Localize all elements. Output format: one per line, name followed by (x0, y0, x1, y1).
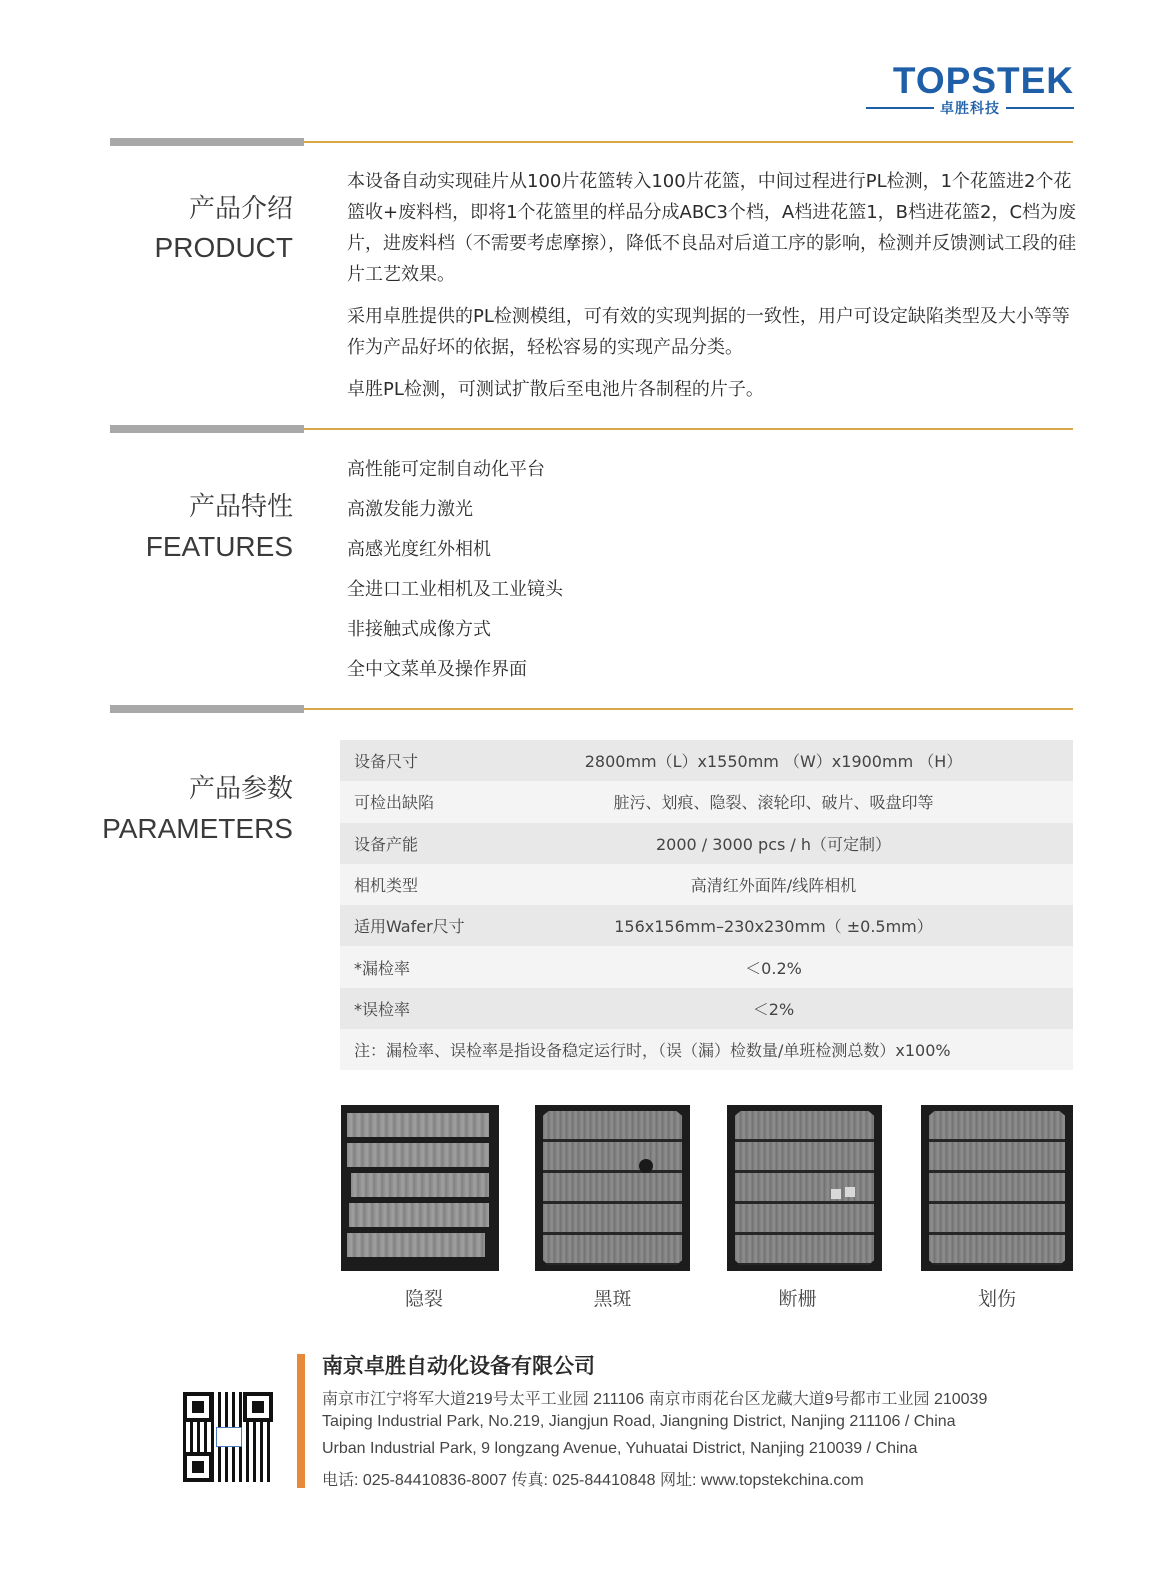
logo-subtitle: 卓胜科技 (940, 101, 1000, 117)
table-row (340, 905, 1073, 946)
param-label: *误检率 (340, 988, 584, 1029)
table-row (340, 740, 1073, 781)
features-list (347, 450, 563, 690)
brand-logo (854, 62, 1074, 118)
qr-logo-icon (216, 1427, 242, 1447)
sample-caption: 黑斑 (593, 1288, 632, 1310)
feature-item: 高激发能力激光 (347, 499, 473, 520)
section-divider-rule (304, 428, 1073, 430)
sample-image-dark-spot (535, 1105, 690, 1271)
param-label: 适用Wafer尺寸 (340, 905, 584, 946)
param-value: 脏污、划痕、隐裂、滚轮印、破片、吸盘印等 (584, 781, 1073, 822)
contact-info: 电话: 025-84410836-8007 传真: 025-84410848 网址: www.topstekchina.com (322, 1472, 864, 1489)
param-value: 156x156mm–230x230mm（ ±0.5mm） (584, 905, 1073, 946)
param-value: ＜0.2% (584, 946, 1073, 987)
param-label: *漏检率 (340, 946, 584, 987)
features-title-zh: 产品特性 (188, 492, 293, 522)
param-value: ＜2% (584, 988, 1073, 1029)
table-row (340, 781, 1073, 822)
product-paragraph: 卓胜PL检测，可测试扩散后至电池片各制程的片子。 (347, 379, 764, 400)
features-title-en: FEATURES (145, 531, 293, 562)
feature-item: 高性能可定制自动化平台 (347, 459, 545, 480)
param-value: 2800mm（L）x1550mm （W）x1900mm （H） (584, 740, 1073, 781)
product-title-en: PRODUCT (154, 232, 293, 263)
sample-caption: 划伤 (977, 1288, 1016, 1310)
product-title-zh: 产品介绍 (188, 194, 293, 224)
parameters-title-en: PARAMETERS (102, 813, 293, 844)
sample-image-scratch (921, 1105, 1073, 1271)
address-zh: 南京市江宁将军大道219号太平工业园 211106 南京市雨花台区龙藏大道9号都市工业园 210039 (322, 1391, 988, 1408)
param-label: 可检出缺陷 (340, 781, 584, 822)
feature-item: 全中文菜单及操作界面 (347, 659, 527, 680)
footer-accent-bar (297, 1354, 305, 1488)
table-row (340, 988, 1073, 1029)
sample-caption: 断栅 (778, 1288, 817, 1310)
param-label: 设备产能 (340, 823, 584, 864)
sample-caption: 隐裂 (404, 1288, 443, 1310)
product-paragraph: 本设备自动实现硅片从100片花篮转入100片花篮，中间过程进行PL检测，1个花篮进2个花篮收+废料档，即将1个花篮里的样品分成ABC3个档，A档进花篮1，B档进花篮2，C档为废片，进废料档（不需要考虑摩擦），降低不良品对后道工序的影响，检测并反馈测试工段的硅片工艺效果。 (347, 171, 1077, 285)
feature-item: 全进口工业相机及工业镜头 (347, 579, 563, 600)
product-paragraph: 采用卓胜提供的PL检测模组，可有效的实现判据的一致性，用户可设定缺陷类型及大小等等作为产品好坏的依据，轻松容易的实现产品分类。 (347, 306, 1070, 358)
section-divider-rule (304, 708, 1073, 710)
section-divider-bar (110, 138, 304, 146)
table-row (340, 1029, 1073, 1070)
feature-item: 高感光度红外相机 (347, 539, 491, 560)
table-row (340, 864, 1073, 905)
param-label: 设备尺寸 (340, 740, 584, 781)
address-en: Urban Industrial Park, 9 longzang Avenue, Yuhuatai District, Nanjing 210039 / China (322, 1440, 918, 1457)
section-divider-bar (110, 425, 304, 433)
company-name: 南京卓胜自动化设备有限公司 (322, 1354, 595, 1378)
parameters-title-zh: 产品参数 (188, 774, 293, 804)
section-divider-bar (110, 705, 304, 713)
feature-item: 非接触式成像方式 (347, 619, 491, 640)
section-divider-rule (304, 141, 1073, 143)
qr-code (183, 1392, 273, 1482)
sample-image-broken-finger (727, 1105, 882, 1271)
param-label: 相机类型 (340, 864, 584, 905)
parameters-table (340, 740, 1073, 1070)
param-value: 2000 / 3000 pcs / h（可定制） (584, 823, 1073, 864)
table-row (340, 946, 1073, 987)
sample-image-crack (341, 1105, 499, 1271)
table-note: 注：漏检率、误检率是指设备稳定运行时，（误（漏）检数量/单班检测总数）x100% (340, 1029, 1073, 1070)
param-value: 高清红外面阵/线阵相机 (584, 864, 1073, 905)
address-en: Taiping Industrial Park, No.219, Jiangjun Road, Jiangning District, Nanjing 211106 / China (322, 1413, 956, 1430)
logo-rule-right (1006, 107, 1074, 109)
logo-rule-left (866, 107, 934, 109)
table-row (340, 823, 1073, 864)
logo-wordmark: TOPSTEK (892, 60, 1074, 101)
dark-spot-mark (639, 1159, 653, 1173)
